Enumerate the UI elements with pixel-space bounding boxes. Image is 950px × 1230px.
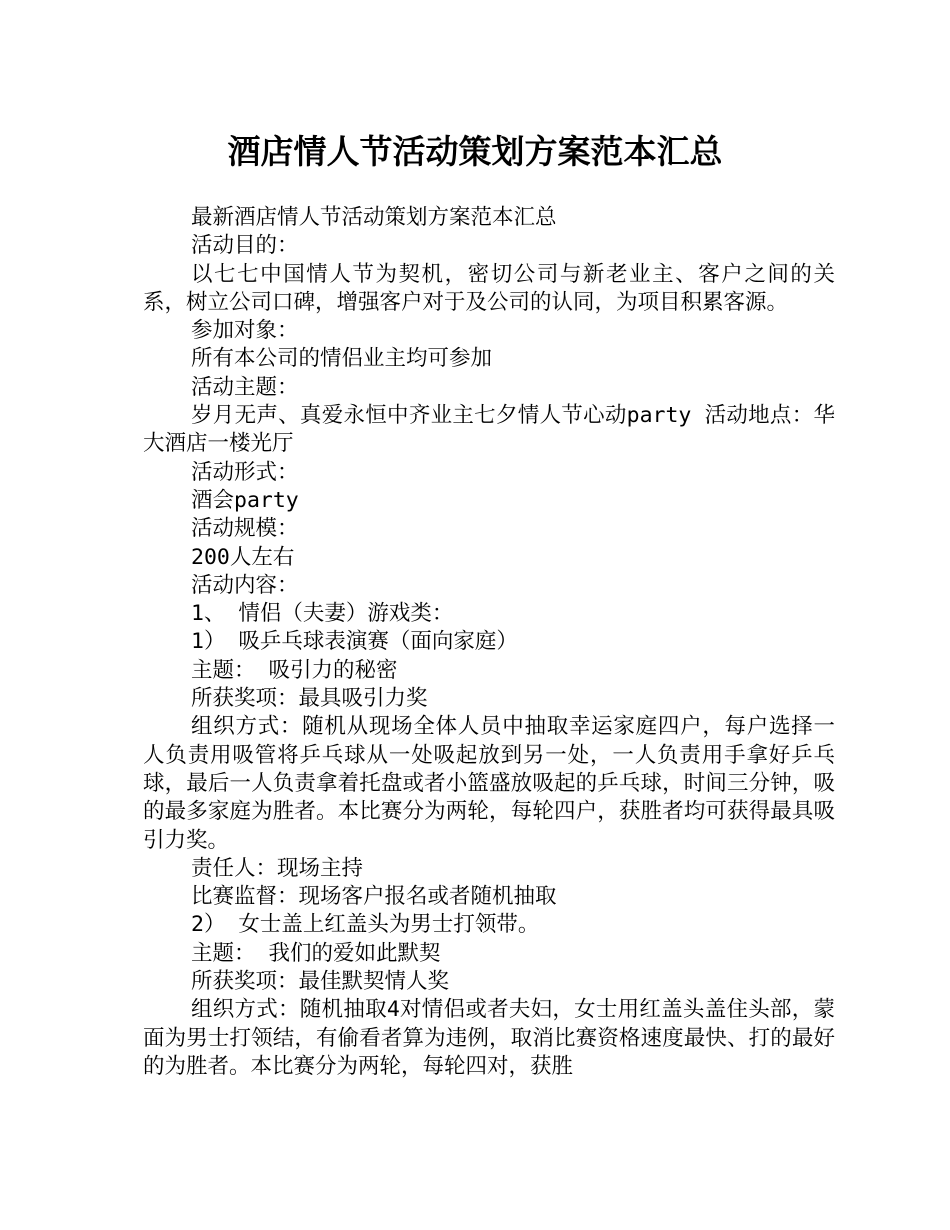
paragraph-game1-title: 1） 吸乒乓球表演赛（面向家庭） [191,629,518,655]
paragraph-subtitle: 最新酒店情人节活动策划方案范本汇总 [191,205,557,230]
paragraph-game2-method: 组织方式：随机抽取4对情侣或者夫妇，女士用红盖头盖住头部，蒙面为男士打领结，有偷看者算为违例，取消比赛资格速度最快、打的最好的为胜者。本比赛分为两轮，每轮四对，获胜 [143,997,835,1079]
paragraph-purpose-heading: 活动目的： [191,233,299,259]
paragraph-scale-heading: 活动规模： [191,516,299,542]
paragraph-participants-heading: 参加对象： [191,318,299,344]
paragraph-game2-theme: 主题： 我们的爱如此默契 [191,940,441,966]
paragraph-participants: 所有本公司的情侣业主均可参加 [191,346,493,372]
paragraph-game2-award: 所获奖项：最佳默契情人奖 [191,969,450,995]
document-title: 酒店情人节活动策划方案范本汇总 [227,132,723,171]
paragraph-content-heading: 活动内容： [191,572,299,598]
paragraph-games-heading: 1、 情侣（夫妻）游戏类： [191,601,454,627]
paragraph-game1-method: 组织方式：随机从现场全体人员中抽取幸运家庭四户，每户选择一人负责用吸管将乒乓球从一处吸起放到另一处，一人负责用手拿好乒乓球，最后一人负责拿着托盘或者小篮盛放吸起的乒乓球，时间三分钟，吸的最多家庭为胜者。本比赛分为两轮，每轮四户，获胜者均可获得最具吸引力奖。 [143,714,835,853]
document-body [143,204,835,1081]
paragraph-theme-heading: 活动主题： [191,374,299,400]
paragraph-game2-title: 2） 女士盖上红盖头为男士打领带。 [191,912,540,938]
paragraph-game1-award: 所获奖项：最具吸引力奖 [191,686,428,712]
paragraph-game1-theme: 主题： 吸引力的秘密 [191,657,398,683]
paragraph-game1-supervision: 比赛监督：现场客户报名或者随机抽取 [191,884,557,910]
paragraph-scale: 200人左右 [191,544,295,570]
paragraph-purpose: 以七七中国情人节为契机，密切公司与新老业主、客户之间的关系，树立公司口碑，增强客户对于及公司的认同，为项目积累客源。 [143,261,835,315]
paragraph-format: 酒会party [191,487,299,513]
paragraph-theme: 岁月无声、真爱永恒中齐业主七夕情人节心动party 活动地点：华大酒店一楼光厅 [143,403,835,457]
paragraph-format-heading: 活动形式： [191,459,299,485]
paragraph-game1-owner: 责任人：现场主持 [191,855,364,881]
